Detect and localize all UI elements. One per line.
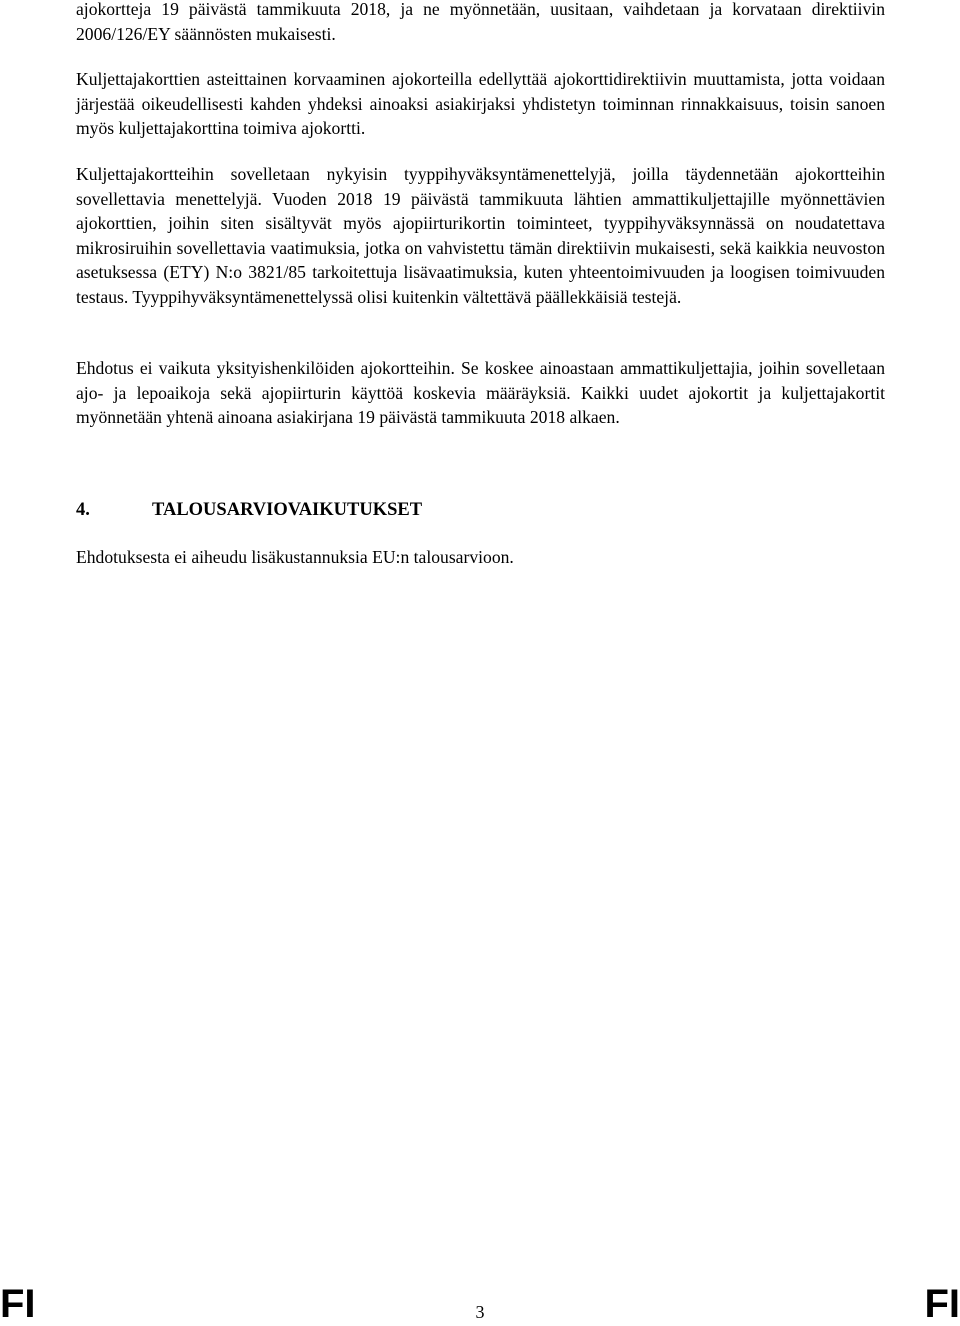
section-title: TALOUSARVIOVAIKUTUKSET xyxy=(152,500,423,520)
section-number: 4. xyxy=(76,500,90,520)
paragraph-kuljettajakorttien-korvaaminen: Kuljettajakorttien asteittainen korvaaminen ajokorteilla edellyttää ajokorttidirektiivin muuttamista, jotta voidaan järjestää oikeudellisesti kahden yhdeksi ainoaksi asiakirjaksi yhdistetyn toiminnan rinnakkaisuus, toisin sanoen myös kuljettajakorttina toimiva ajokortti. xyxy=(76,69,885,138)
paragraph-tyyppihyvaksynta: Kuljettajakortteihin sovelletaan nykyisin tyyppihyväksyntämenettelyjä, joilla täydennetään ajokortteihin sovellettavia menettelyjä. Vuoden 2018 19 päivästä tammikuuta lähtien ammattikuljettajille myönnettävien ajokorttien, joihin siten sisältyvät myös ajopiirturikortin toiminteet, tyyppihyväksynnässä on noudatettava mikrosiruihin sovellettavia vaatimuksia, jotka on vahvistettu tämän direktiivin mukaisesti, sekä kaikkia neuvoston asetuksessa (ETY) N:o 3821/85 tarkoitettuja lisävaatimuksia, kuten yhteentoimivuuden ja loogisen toimivuuden testaus. Tyyppihyväksyntämenettelyssä olisi kuitenkin vältettävä päällekkäisiä testejä. xyxy=(76,164,885,307)
footer-language-code-right: FI xyxy=(924,1282,960,1326)
page-number: 3 xyxy=(475,1302,485,1322)
section-heading xyxy=(76,497,885,523)
paragraph-yksityishenkilot: Ehdotus ei vaikuta yksityishenkilöiden ajokortteihin. Se koskee ainoastaan ammattikuljettajia, joihin sovelletaan ajo- ja lepoaikoja sekä ajopiirturin käyttöä koskevia määräyksiä. Kaikki uudet ajokortit ja kuljettajakortit myönnetään yhtenä ainoana asiakirjana 19 päivästä tammikuuta 2018 alkaen. xyxy=(76,358,885,427)
footer-language-code-left: FI xyxy=(0,1282,36,1326)
paragraph-continuation: ajokortteja 19 päivästä tammikuuta 2018, ja ne myönnetään, uusitaan, vaihdetaan ja korvataan direktiivin 2006/126/EY säännösten mukaisesti. xyxy=(76,0,885,44)
section-text: Ehdotuksesta ei aiheudu lisäkustannuksia EU:n talousarvioon. xyxy=(76,547,514,567)
